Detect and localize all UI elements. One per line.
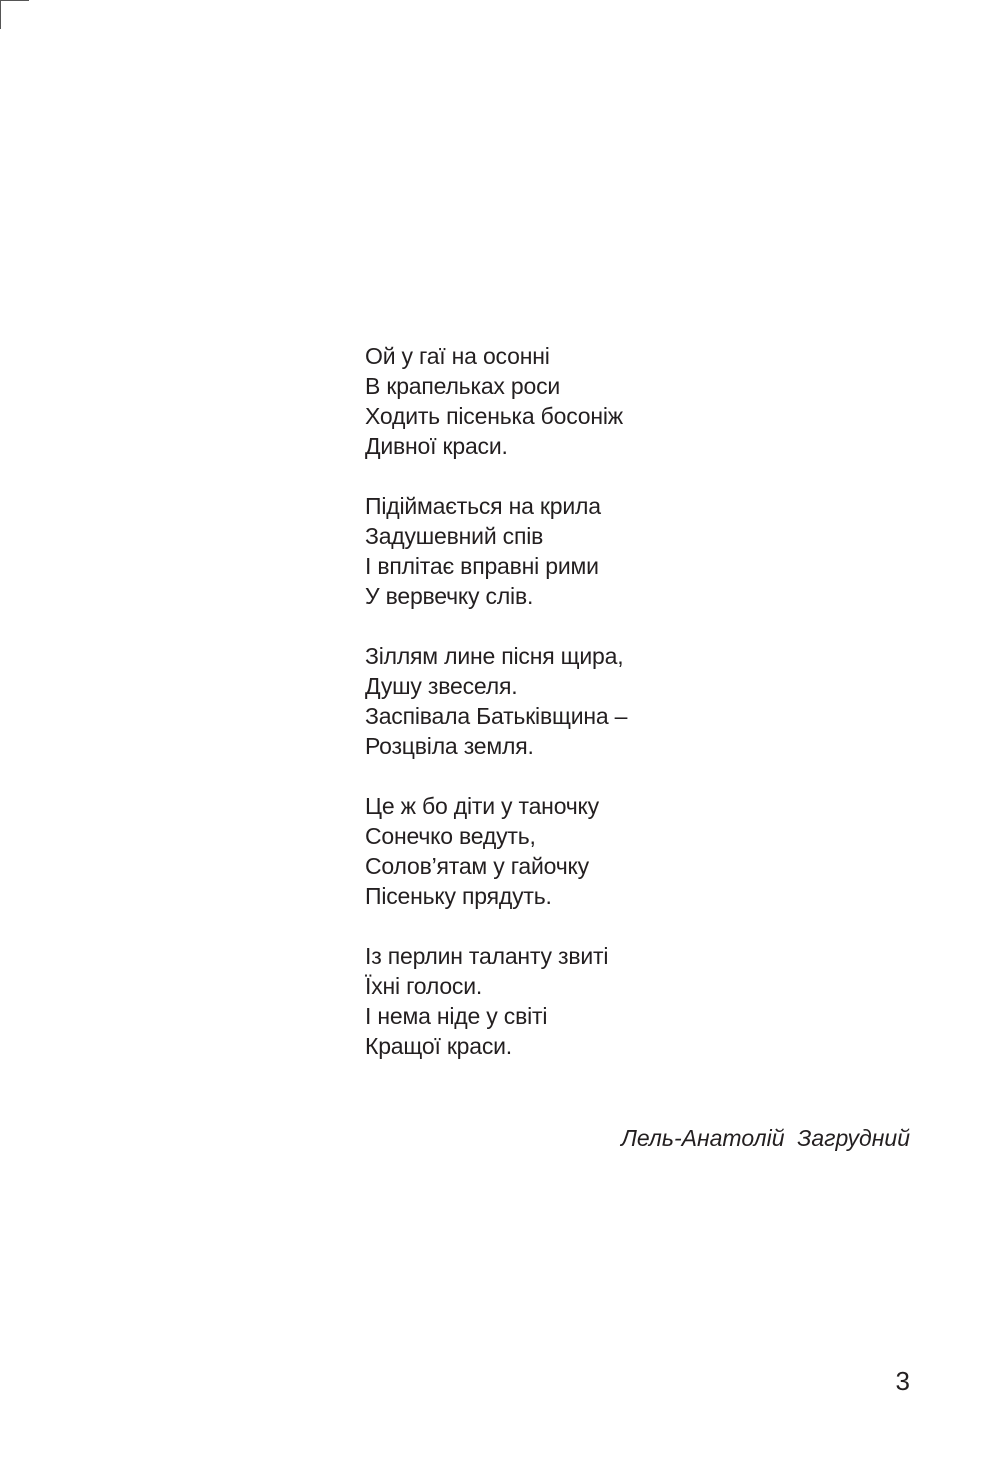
poem-line: Їхні голоси. [365,973,483,999]
poem-line: Ходить пісенька босоніж [365,403,623,429]
stanza [365,791,765,911]
poem-line: Сонечко ведуть, [365,823,536,849]
poem-line: І вплітає вправні рими [365,553,599,579]
poem-line: Ой у гаї на осонні [365,343,550,369]
poem-line: І нема ніде у світі [365,1003,548,1029]
poem-line: Це ж бо діти у таночку [365,793,599,819]
page-number: 3 [895,1366,910,1396]
poem-line: Кращої краси. [365,1033,513,1059]
author-signature: Лель-Анатолій Загрудний [621,1125,910,1151]
stanza [365,491,765,611]
poem-line: Задушевний спів [365,523,544,549]
stanza [365,341,765,461]
crop-mark [0,0,29,29]
poem-line: Пісеньку прядуть. [365,883,552,909]
poem-line: Заспівала Батьківщина – [365,703,628,729]
poem-line: Підіймається на крила [365,493,601,519]
poem-line: Із перлин таланту звиті [365,943,609,969]
poem-line: У вервечку слів. [365,583,534,609]
stanza [365,941,765,1061]
poem-line: Розцвіла земля. [365,733,534,759]
poem-line: Зіллям лине пісня щира, [365,643,624,669]
poem [365,341,765,1091]
poem-line: В крапельках роси [365,373,561,399]
poem-line: Солов’ятам у гайочку [365,853,589,879]
poem-line: Душу звеселя. [365,673,518,699]
stanza [365,641,765,761]
poem-line: Дивної краси. [365,433,508,459]
